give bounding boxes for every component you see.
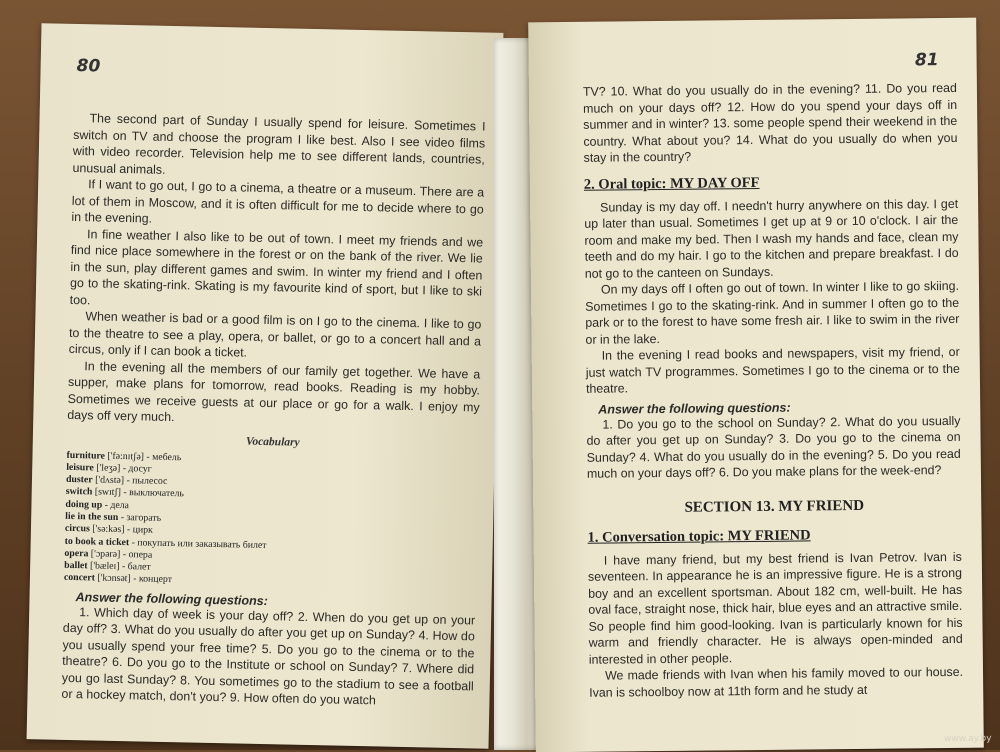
- vocabulary-entry: circus ['sə:kəs] - цирк: [64, 523, 153, 536]
- paragraph: TV? 10. What do you usually do in the evening? 11. Do you read much on your days off? 12. How do you spend your days off in summer and in winter? 13. some people spend their weekend in the country. What about you? 14. What do you usually do when you stay in the country?: [582, 80, 958, 165]
- paragraph: We made friends with Ivan when his family moved to our house. Ivan is schoolboy now at 11th form and he study at: [589, 664, 964, 700]
- conversation-topic-heading: 1. Conversation topic: MY FRIEND: [587, 526, 811, 546]
- vocabulary-list: [64, 449, 479, 593]
- paragraph: In fine weather I also like to be out of town. I meet my friends and we find nice place somewhere in the forest or on the bank of the river. We lie in the sun, play different games and swim. In winter my friend and I often go to the skating-rink. Skating is my favourite kind of sport, but I like to ski too.: [69, 226, 484, 307]
- paragraph: In the evening I read books and newspapers, visit my friend, or just watch TV programmes. Sometimes I go to the cinema or to the theatre.: [585, 344, 960, 396]
- paragraph: In the evening all the members of our family get together. We have a supper, make plans for tomorrow, read books. Reading is my hobby. Sometimes we receive guests at our place or go for a walk. I enjoy my days off very much.: [67, 358, 481, 425]
- questions-text: 1. Which day of week is your day off? 2. When do you get up on your day off? 3. What do you usually do after you get up on Sunday? 4. How do you usually spend your free time? 5. Do you go to the cinema or to the theatre? 6. Do you go to the Institute or school on Sunday? 7. Where did you go last Sunday? 8. You sometimes go to the stadium to see a football or a hockey match, don't you? 9. How often do you watch: [61, 604, 476, 708]
- vocabulary-entry: opera ['ɔpərə] - опера: [64, 547, 153, 561]
- left-page: [27, 23, 504, 749]
- vocabulary-entry: to book a ticket - покупать или заказывать билет: [64, 535, 267, 551]
- paragraph: On my days off I often go out of town. In winter I like to go skiing. Sometimes I go to the skating-rink. And in summer I often go to the park or to the forest to have some fresh air. I like to swim in the river or in the lake.: [585, 278, 960, 347]
- vocabulary-entry: lie in the sun - загорать: [65, 510, 162, 524]
- section-heading: SECTION 13. MY FRIEND: [684, 497, 865, 516]
- vocabulary-entry: duster ['dʌstə] - пылесос: [65, 473, 168, 488]
- paragraph: Sunday is my day off. I needn't hurry anywhere on this day. I get up later than usual. Sometimes I get up at 9 or 10 o'clock. I air the room and make my bed. Then I wash my hands and face, clean my teeth and do my hair. I go to the kitchen and prepare breakfast. I do not go to the canteen on Sundays.: [584, 196, 959, 281]
- questions-title: Answer the following questions:: [75, 589, 269, 608]
- vocabulary-entry: ballet ['bæleɪ] - балет: [64, 560, 151, 573]
- paragraph: The second part of Sunday I usually spend for leisure. Sometimes I switch on TV and choose the program I like best. Also I see video films with video recorder. Television help me to see different lands, countries, unusual animals.: [72, 111, 486, 177]
- page-number: 81: [914, 50, 939, 71]
- questions-text: 1. Do you go to the school on Sunday? 2. What do you usually do after you get up on Sunday? 3. Do you go to the cinema on Sunday? 4. What do you usually do in the evening? 5. Do you read much on your days off? 6. Do you make plans for the week-end?: [586, 413, 961, 481]
- watermark: www.ay.by: [944, 733, 993, 745]
- vocabulary-entry: doing up - дела: [65, 498, 130, 511]
- vocabulary-entry: furniture ['fə:nɪtʃə] - мебель: [66, 449, 182, 463]
- vocabulary-entry: switch [swɪtʃ] - выключатель: [65, 486, 185, 500]
- paragraph: If I want to go out, I go to a cinema, a theatre or a museum. There are a lot of them in Moscow, and it is often difficult for me to decide where to go in the evening.: [71, 177, 485, 226]
- paragraph: When weather is bad or a good film is on I go to the cinema. I like to go to the theatre to see a play, opera, or ballet, or go to a concert hall and a circus, only if I can book a ticket.: [68, 309, 482, 360]
- paragraph: I have many friend, but my best friend is Ivan Petrov. Ivan is seventeen. In appearance he is an impressive figure. He is a strong boy and an excellent sportsman. About 182 cm, well-built. He has oval face, straight nose, thick hair, blue eyes and an attractive smile. So people find him good-looking. Ivan is particularly known for his warm and friendly character. He is always open-minded and interested in other people.: [587, 549, 963, 667]
- vocabulary-title: Vocabulary: [245, 435, 300, 449]
- questions-title: Answer the following questions:: [598, 400, 791, 417]
- vocabulary-entry: concert ['kɔnsət] - концерт: [63, 572, 173, 586]
- vocabulary-entry: leisure ['leʒə] - досуг: [66, 461, 152, 475]
- right-page: [528, 18, 984, 752]
- oral-topic-heading: 2. Oral topic: MY DAY OFF: [583, 174, 760, 193]
- page-number: 80: [76, 55, 101, 77]
